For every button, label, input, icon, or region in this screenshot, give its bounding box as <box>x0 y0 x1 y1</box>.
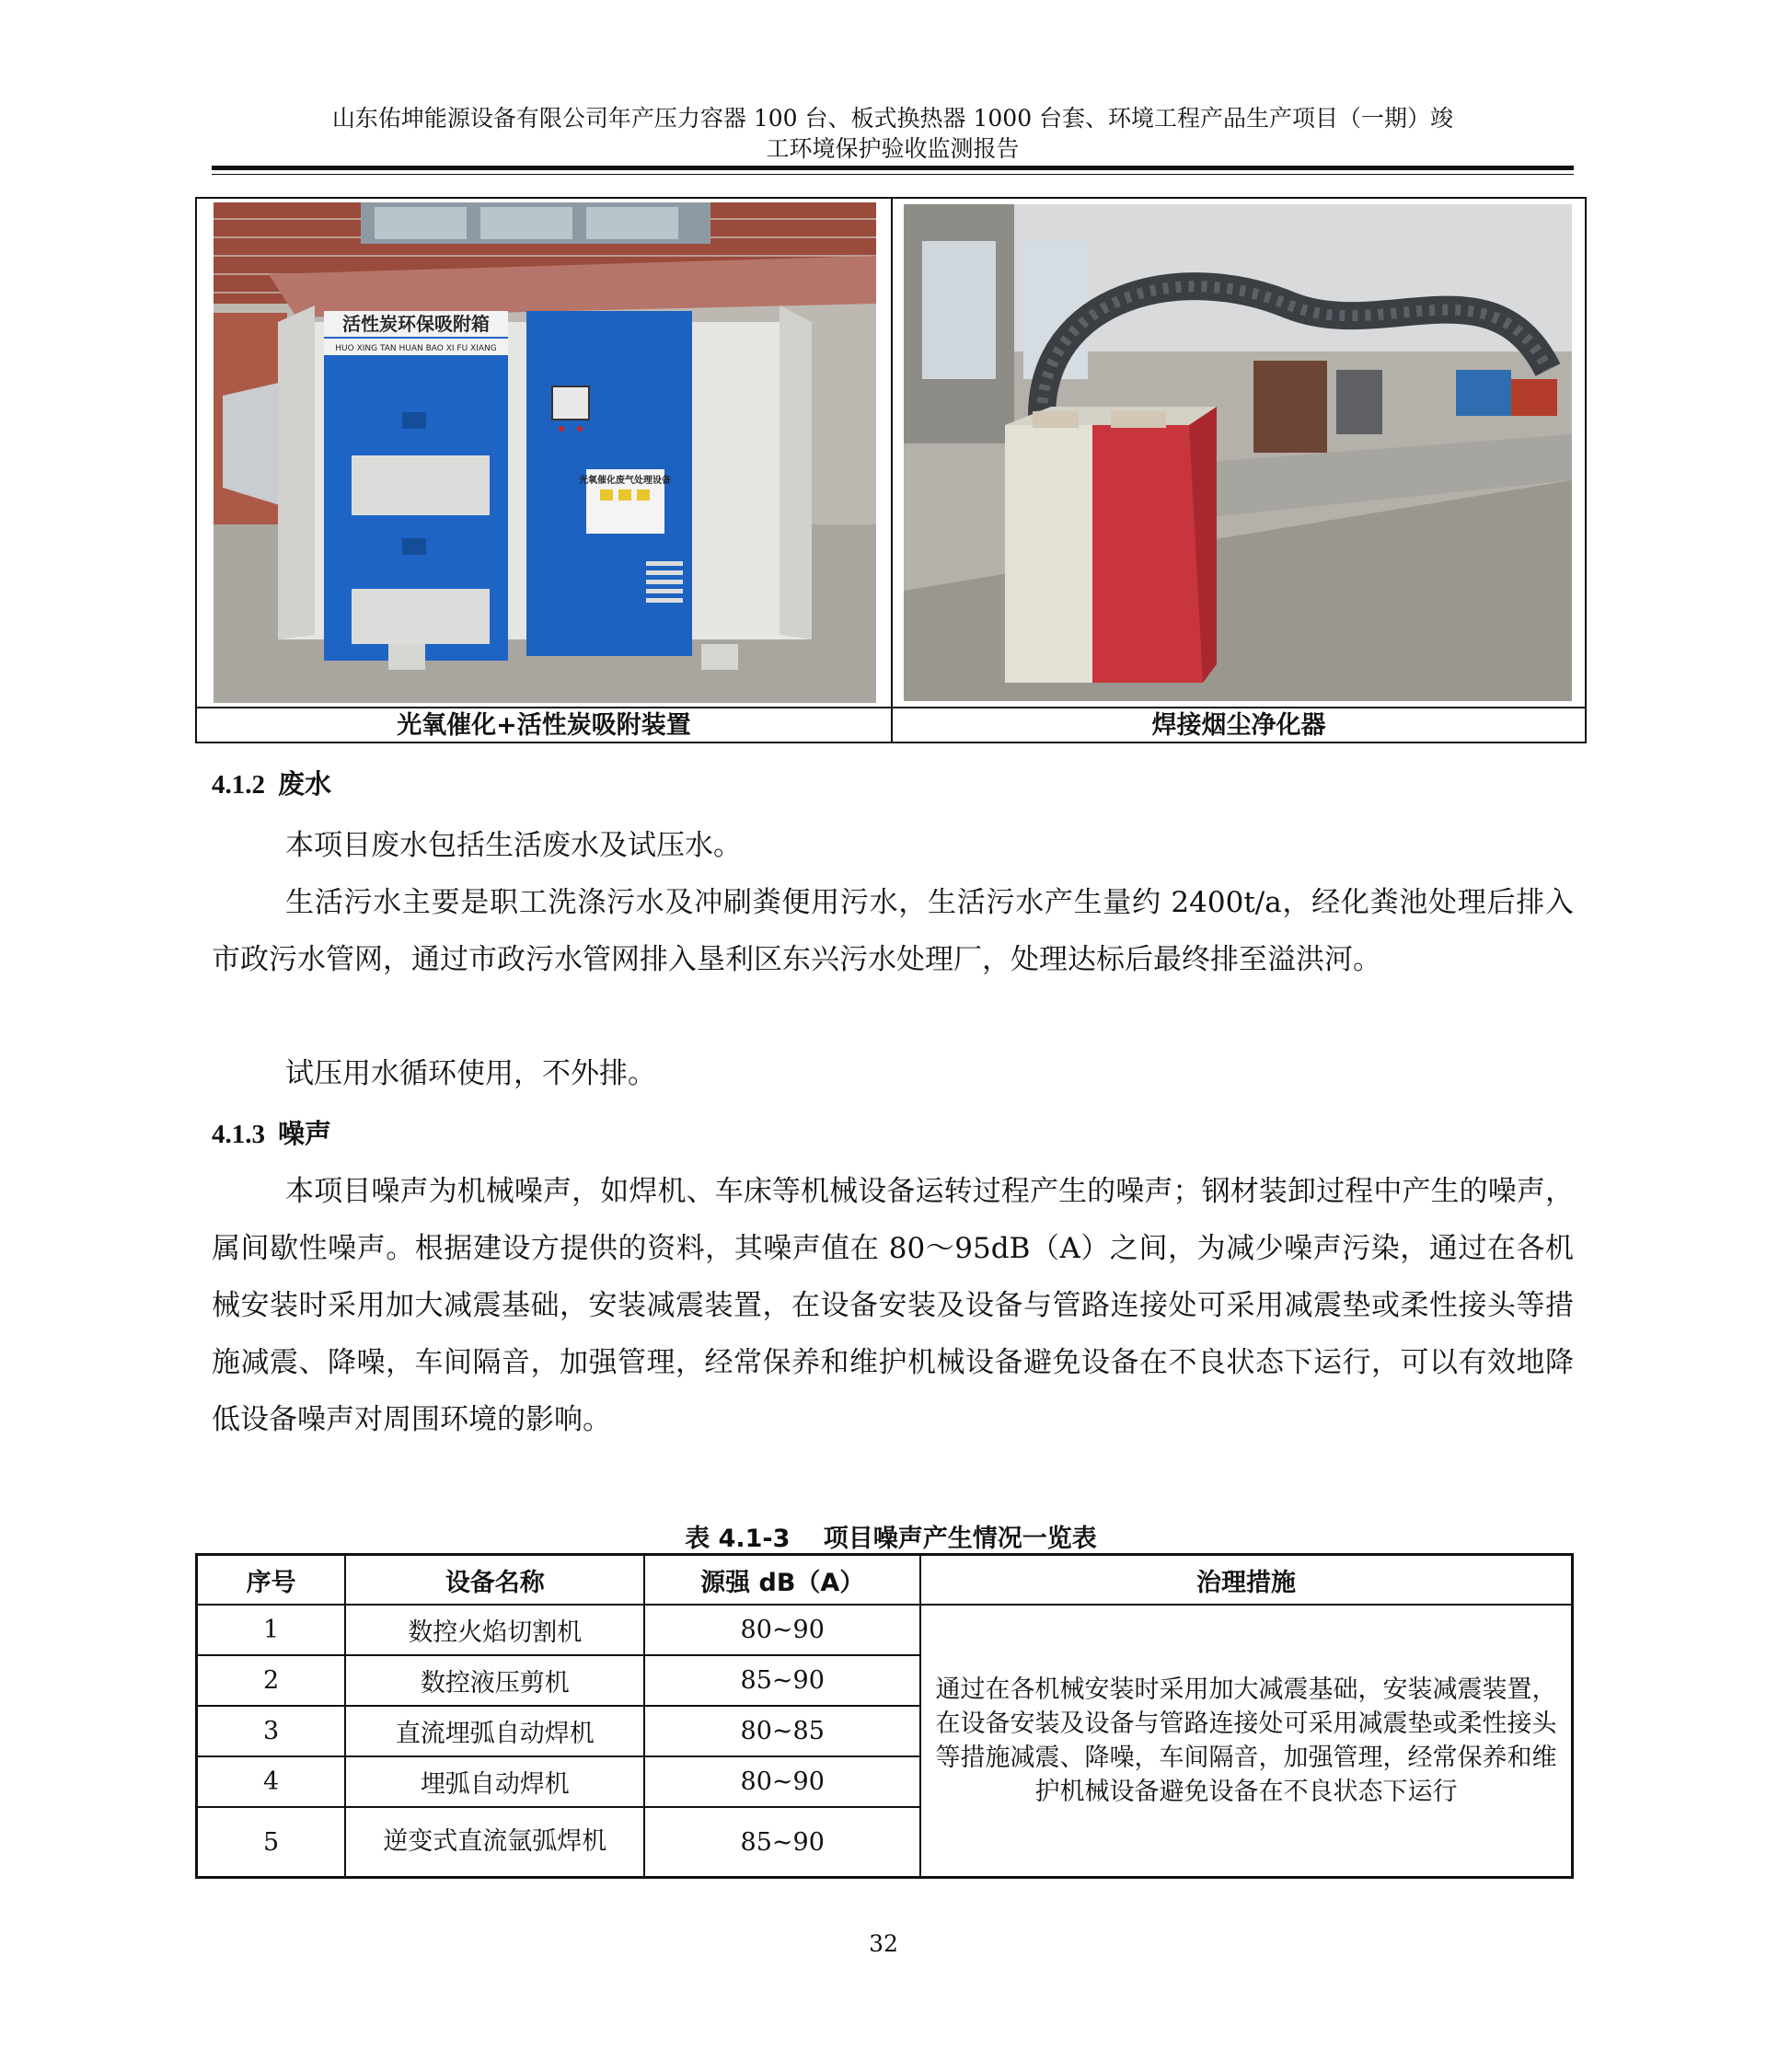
table-caption: 表 4.1-3 项目噪声产生情况一览表 <box>685 1525 1097 1553</box>
section-title: 废水 <box>278 768 332 800</box>
cell-index: 2 <box>197 1655 346 1706</box>
cell-equipment: 数控火焰切割机 <box>345 1605 644 1655</box>
table-header-row <box>197 1555 1573 1606</box>
table-row <box>197 1605 1573 1655</box>
cell-index: 3 <box>197 1706 346 1756</box>
section-number: 4.1.2 <box>212 770 265 800</box>
cell-source-level: 85~90 <box>644 1655 920 1706</box>
photo-cell-left <box>197 199 893 707</box>
cell-equipment: 数控液压剪机 <box>345 1655 644 1706</box>
cell-source-level: 85~90 <box>644 1807 920 1878</box>
column-header: 源强 dB（A） <box>644 1555 920 1606</box>
header-line-2: 工环境保护验收监测报告 <box>766 135 1020 162</box>
paragraph: 试压用水循环使用，不外排。 <box>285 1057 656 1090</box>
page-header <box>212 103 1574 164</box>
photo-table <box>195 197 1587 743</box>
cell-source-level: 80~90 <box>644 1756 920 1807</box>
panel-label: 光氧催化废气处理设备 <box>579 476 671 486</box>
paragraph: 本项目噪声为机械噪声，如焊机、车床等机械设备运转过程产生的噪声；钢材装卸过程中产生的噪声，属间歇性噪声。根据建设方提供的资料，其噪声值在 80～95dB（A）之间，为减少噪声污染，通过在各机械安装时采用加大减震基础，安装减震装置，在设备安装及设备与管路连接处可采用减震垫或柔性接头等措施减震、降噪，车间隔音，加强管理，经常保养和维护机械设备避免设备在不良状态下运行，可以有效地降低设备噪声对周围环境的影响。 <box>212 1175 1574 1436</box>
paragraph: 生活污水主要是职工洗涤污水及冲刷粪便用污水，生活污水产生量约 2400t/a，经化粪池处理后排入市政污水管网，通过市政污水管网排入垦利区东兴污水处理厂，处理达标后最终排至溢洪河。 <box>212 886 1574 976</box>
cell-measure: 通过在各机械安装时采用加大减震基础，安装减震装置，在设备安装及设备与管路连接处可采用减震垫或柔性接头等措施减震、降噪，车间隔音，加强管理，经常保养和维护机械设备避免设备在不良状态下运行 <box>920 1605 1573 1878</box>
activated-carbon-box-photo <box>214 202 876 703</box>
cell-index: 1 <box>197 1605 346 1655</box>
page-number: 32 <box>869 1930 898 1957</box>
column-header: 设备名称 <box>345 1555 644 1606</box>
cell-source-level: 80~85 <box>644 1706 920 1756</box>
cell-equipment: 逆变式直流氩弧焊机 <box>345 1807 644 1878</box>
cell-equipment: 埋弧自动焊机 <box>345 1756 644 1807</box>
column-header: 治理措施 <box>920 1555 1573 1606</box>
noise-table <box>195 1553 1574 1879</box>
box-label-pinyin: HUO XING TAN HUAN BAO XI FU XIANG <box>335 344 497 353</box>
box-label-cn: 活性炭环保吸附箱 <box>342 313 490 335</box>
cell-equipment: 直流埋弧自动焊机 <box>345 1706 644 1756</box>
cell-index: 4 <box>197 1756 346 1807</box>
header-rule-thick <box>212 166 1574 170</box>
photo-caption-right: 焊接烟尘净化器 <box>1151 711 1326 740</box>
section-heading-noise <box>212 1113 331 1151</box>
cell-index: 5 <box>197 1807 346 1878</box>
section-title: 噪声 <box>278 1118 332 1149</box>
cell-source-level: 80~90 <box>644 1605 920 1655</box>
header-line-1: 山东佑坤能源设备有限公司年产压力容器 100 台、板式换热器 1000 台套、环境工程产品生产项目（一期）竣 <box>331 105 1454 132</box>
photo-caption-left: 光氧催化+活性炭吸附装置 <box>197 708 893 743</box>
section-number: 4.1.3 <box>212 1120 265 1149</box>
column-header: 序号 <box>197 1555 346 1606</box>
section-heading-wastewater <box>212 764 331 801</box>
photo-cell-right <box>893 199 1585 707</box>
header-rule-thin <box>212 174 1574 175</box>
paragraph: 本项目废水包括生活废水及试压水。 <box>285 829 742 862</box>
caption-row <box>197 707 1585 743</box>
welding-fume-purifier-photo <box>904 204 1572 701</box>
